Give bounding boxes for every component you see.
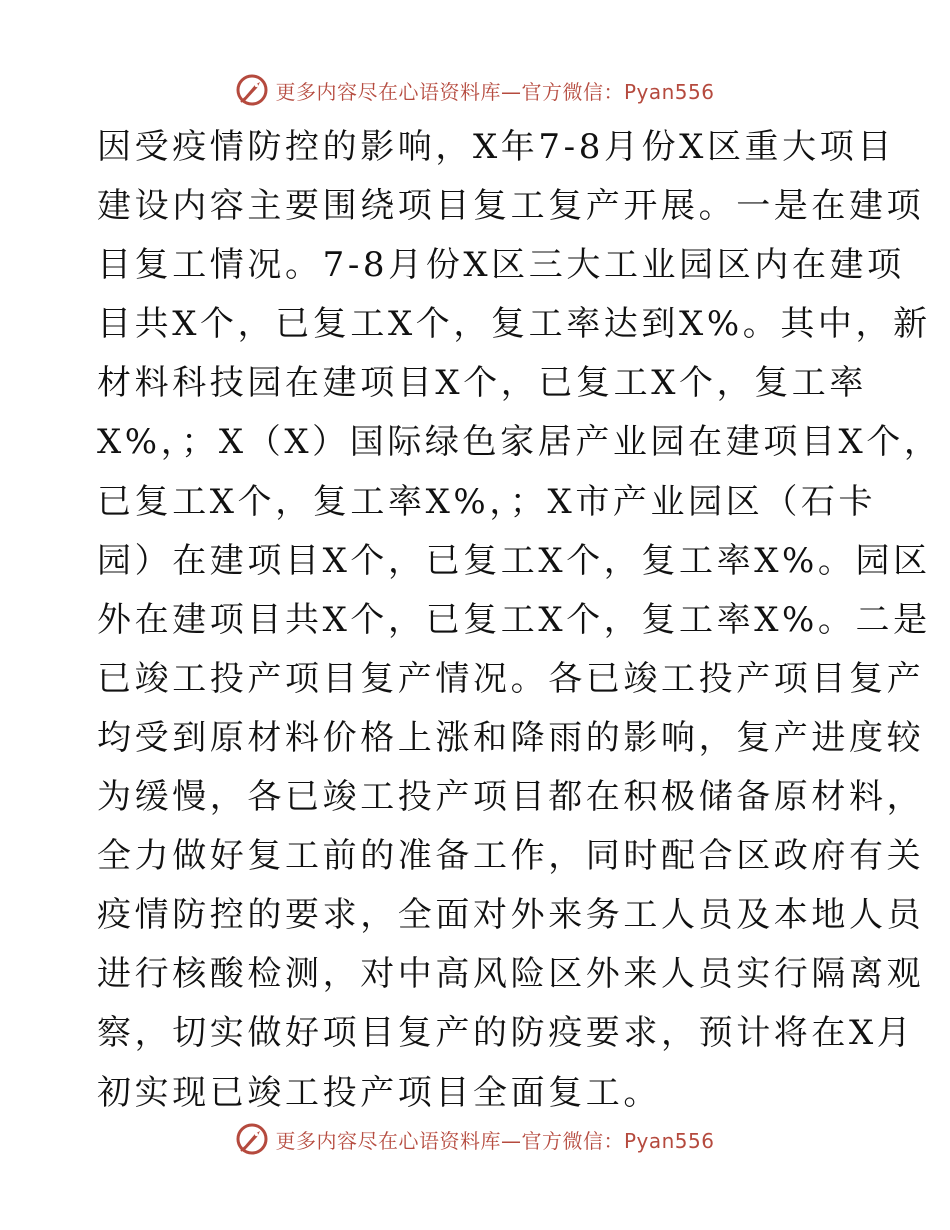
pen-nib-icon bbox=[235, 73, 269, 107]
body-line: 建设内容主要围绕项目复工复产开展。一是在建项 bbox=[97, 186, 925, 227]
watermark-text: 更多内容尽在心语资料库—官方微信：Pyan556 bbox=[275, 79, 715, 104]
body-line: 初实现已竣工投产项目全面复工。 bbox=[97, 1072, 661, 1113]
header-watermark bbox=[0, 70, 950, 110]
body-line: 因受疫情防控的影响，X年7-8月份X区重大项目 bbox=[97, 127, 895, 167]
document-body bbox=[97, 118, 942, 1123]
body-line: 外在建项目共X个，已复工X个，复工率X%。二是 bbox=[97, 599, 931, 640]
body-line: 为缓慢，各已竣工投产项目都在积极储备原材料， bbox=[97, 777, 925, 818]
body-line: 已竣工投产项目复产情况。各已竣工投产项目复产 bbox=[97, 658, 925, 699]
body-line: 均受到原材料价格上涨和降雨的影响，复产进度较 bbox=[97, 717, 925, 758]
body-line: 园）在建项目X个，已复工X个，复工率X%。园区 bbox=[97, 540, 931, 581]
body-line: 进行核酸检测，对中高风险区外来人员实行隔离观 bbox=[97, 954, 925, 995]
body-line: 已复工X个，复工率X%，；X市产业园区（石卡 bbox=[97, 481, 877, 522]
pen-nib-icon bbox=[235, 1122, 269, 1156]
body-line: X%，；X（X）国际绿色家居产业园在建项目X个， bbox=[97, 422, 942, 463]
body-line: 目共X个，已复工X个，复工率达到X%。其中，新 bbox=[97, 304, 931, 345]
body-line: 察，切实做好项目复产的防疫要求，预计将在X月 bbox=[97, 1013, 915, 1054]
body-line: 疫情防控的要求，全面对外来务工人员及本地人员 bbox=[97, 895, 925, 936]
footer-watermark bbox=[0, 1119, 950, 1159]
body-line: 全力做好复工前的准备工作，同时配合区政府有关 bbox=[97, 836, 925, 877]
body-line: 目复工情况。7-8月份X区三大工业园区内在建项 bbox=[97, 245, 905, 286]
watermark-text: 更多内容尽在心语资料库—官方微信：Pyan556 bbox=[275, 1128, 715, 1153]
body-line: 材料科技园在建项目X个，已复工X个，复工率 bbox=[97, 363, 868, 404]
